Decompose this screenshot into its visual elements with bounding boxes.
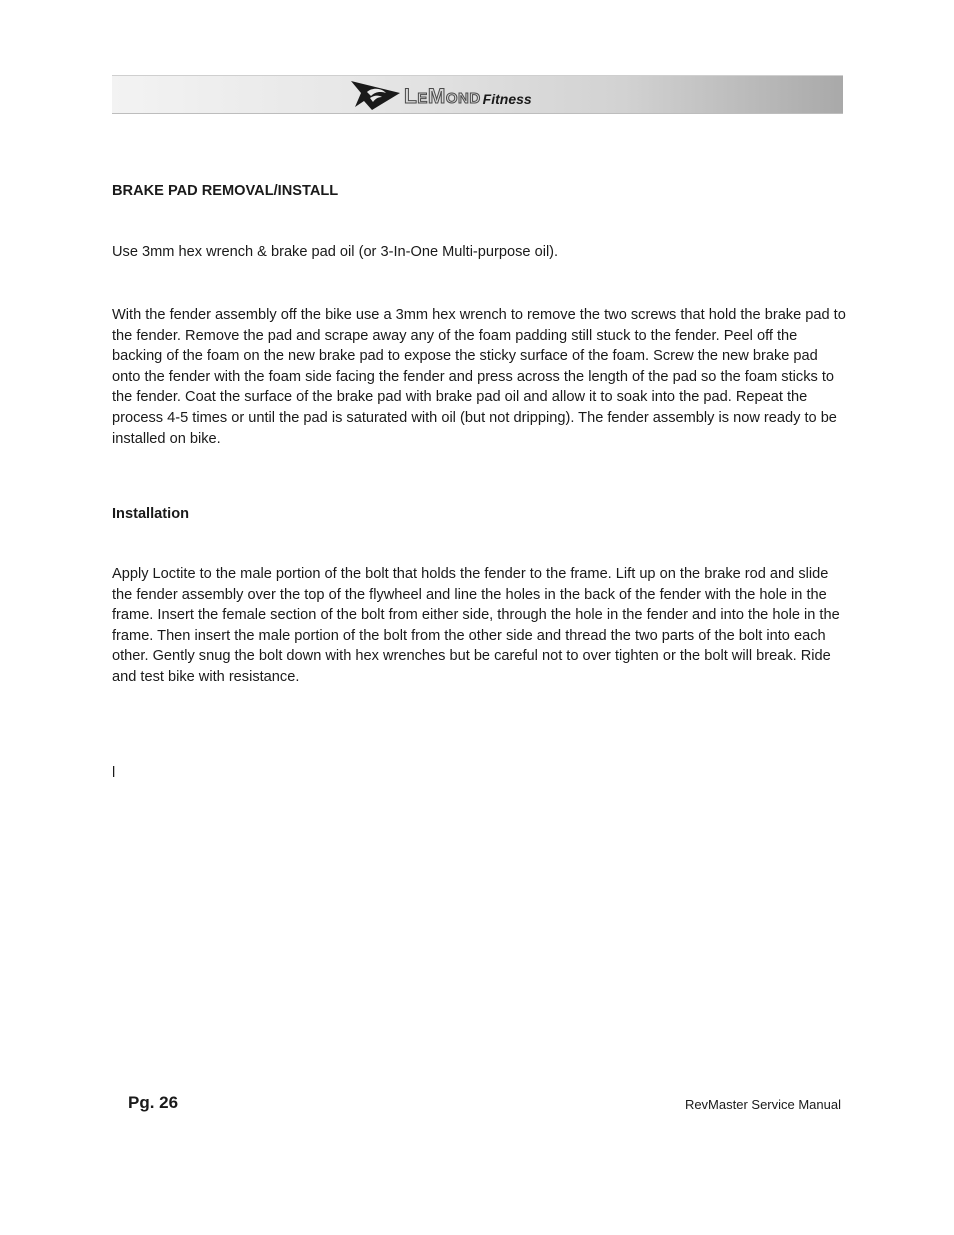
tools-paragraph: Use 3mm hex wrench & brake pad oil (or 3-In-One Multi-purpose oil). — [112, 244, 559, 260]
page-number: Pg. 26 — [128, 1093, 179, 1112]
installation-heading: Installation — [112, 506, 190, 522]
removal-paragraph: With the fender assembly off the bike use a 3mm hex wrench to remove the two screws that hold the brake pad to the fender. Remove the pad and scrape away any of the foam padding still stuck to the fender. Peel off the backing of the foam on the new brake pad to expose the sticky surface of the foam. Screw the new brake pad onto the fender with the foam side facing the fender and press across the length of the pad so the foam sticks to the fender. Coat the surface of the brake pad with brake pad oil and allow it to soak into the pad. Repeat the process 4-5 times or until the pad is saturated with oil (but not dripping). The fender assembly is now ready to be installed on bike. — [112, 307, 846, 447]
stray-mark: l — [112, 765, 116, 781]
brand-logo — [350, 77, 532, 113]
installation-paragraph: Apply Loctite to the male portion of the bolt that holds the fender to the frame. Lift up on the brake rod and slide the fender assembly over the top of the flywheel and line the holes in the back of the fender with the hole in the frame. Insert the female section of the bolt from either side, through the hole in the fender and into the hole in the frame. Then insert the male portion of the bolt from the other side and thread the two parts of the bolt into each other. Gently snug the bolt down with hex wrenches but be careful not to over tighten or the bolt will break. Ride and test bike with resistance. — [112, 566, 840, 685]
manual-title: RevMaster Service Manual — [684, 1097, 841, 1112]
lemond-eagle-logo-icon — [350, 79, 402, 111]
brand-wordmark: LeMond — [404, 85, 481, 108]
section-title: BRAKE PAD REMOVAL/INSTALL — [112, 183, 339, 199]
page-header-bar — [112, 75, 843, 114]
brand-submark: Fitness — [482, 91, 532, 107]
